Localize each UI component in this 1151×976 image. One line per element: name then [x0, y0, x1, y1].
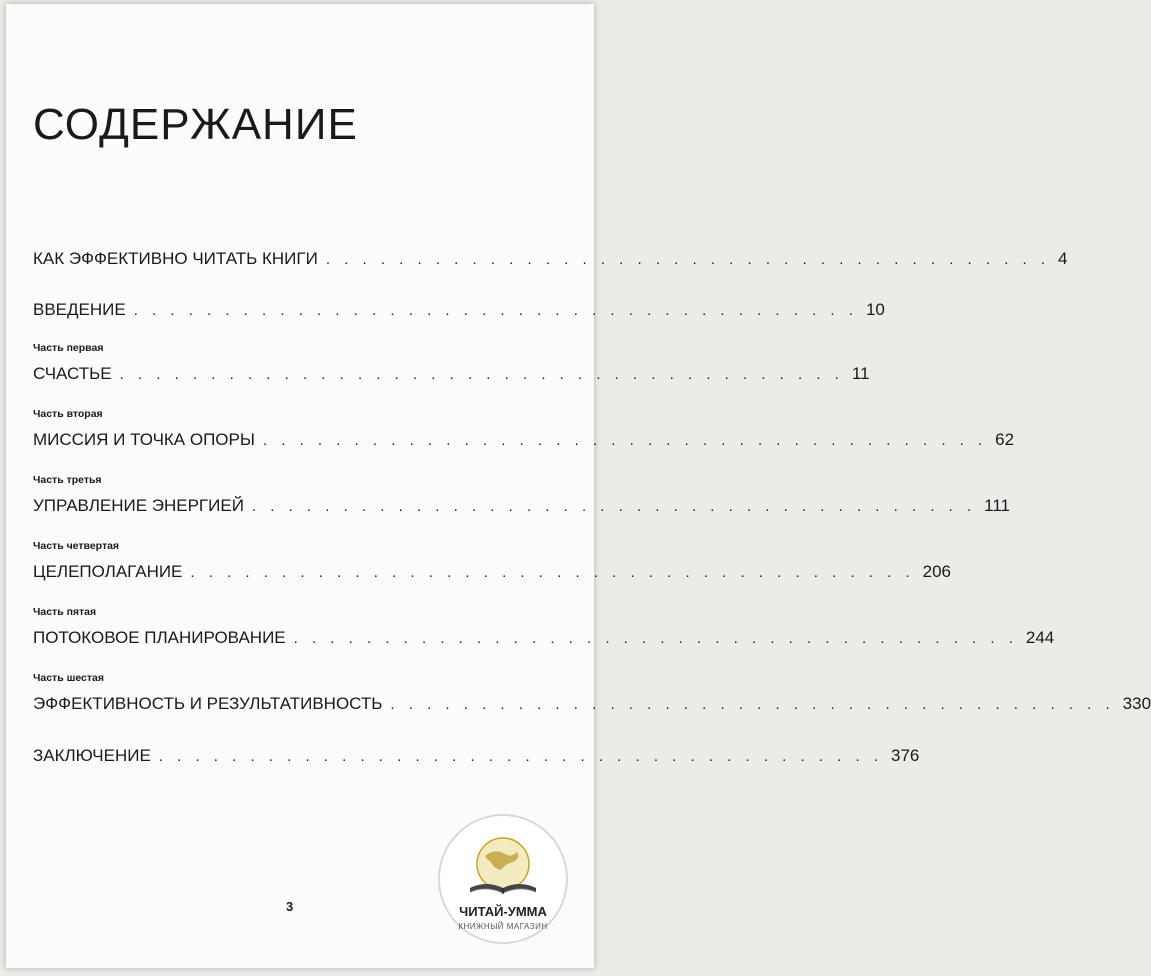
toc-row[interactable]	[33, 496, 1010, 516]
shop-stamp	[438, 814, 568, 944]
toc-page-number: 330	[1122, 694, 1151, 713]
leader-dots: . . . . . . . . . . . . . . . . . . . . . . . . . . . . . . . . . . . . . . . .	[293, 630, 1018, 647]
leader-dots: . . . . . . . . . . . . . . . . . . . . . . . . . . . . . . . . . . . . . . . .	[251, 498, 977, 515]
toc-row[interactable]	[33, 694, 1151, 714]
toc-title: СЧАСТЬЕ	[33, 364, 112, 383]
toc-row[interactable]	[33, 746, 920, 766]
leader-dots: . . . . . . . . . . . . . . . . . . . . . . . . . . . . . . . . . . . . . . . .	[390, 696, 1115, 713]
toc-page-number: 206	[922, 562, 952, 581]
leader-dots: . . . . . . . . . . . . . . . . . . . . . . . . . . . . . . . . . . . . . . . .	[119, 366, 844, 383]
part-label: Часть третья	[33, 474, 102, 486]
leader-dots: . . . . . . . . . . . . . . . . . . . . . . . . . . . . . . . . . . . . . . . .	[158, 748, 884, 765]
part-label: Часть пятая	[33, 606, 97, 618]
toc-title: МИССИЯ И ТОЧКА ОПОРЫ	[33, 430, 255, 449]
book-page	[6, 4, 1151, 968]
toc-page-number: 376	[891, 746, 920, 765]
toc-row[interactable]	[33, 249, 1068, 269]
toc-title: ЗАКЛЮЧЕНИЕ	[33, 746, 151, 765]
toc-title: ЭФФЕКТИВНОСТЬ И РЕЗУЛЬТАТИВНОСТЬ	[33, 694, 383, 713]
toc-title: ПОТОКОВОЕ ПЛАНИРОВАНИЕ	[33, 628, 286, 647]
toc-row[interactable]	[33, 300, 885, 320]
toc-page-number: 4	[1058, 249, 1068, 268]
toc-page-number: 10	[865, 300, 885, 319]
leader-dots: . . . . . . . . . . . . . . . . . . . . . . . . . . . . . . . . . . . . . . . .	[325, 251, 1051, 268]
toc-row[interactable]	[33, 364, 870, 384]
leader-dots: . . . . . . . . . . . . . . . . . . . . . . . . . . . . . . . . . . . . . . . .	[262, 432, 988, 449]
toc-row[interactable]	[33, 430, 1015, 450]
shop-subtitle: КНИЖНЫЙ МАГАЗИН	[458, 922, 548, 931]
toc-row[interactable]	[33, 562, 952, 582]
toc-page-number: 244	[1025, 628, 1055, 647]
toc-title: ВВЕДЕНИЕ	[33, 300, 126, 319]
toc-title: ЦЕЛЕПОЛАГАНИЕ	[33, 562, 183, 581]
part-label: Часть первая	[33, 342, 104, 354]
leader-dots: . . . . . . . . . . . . . . . . . . . . . . . . . . . . . . . . . . . . . . . .	[133, 302, 858, 319]
part-label: Часть вторая	[33, 408, 103, 420]
part-label: Часть шестая	[33, 672, 104, 684]
page-number: 3	[286, 899, 294, 914]
toc-page-number: 111	[984, 496, 1010, 515]
toc-page-number: 11	[851, 364, 870, 383]
toc-title: УПРАВЛЕНИЕ ЭНЕРГИЕЙ	[33, 496, 244, 515]
page-title: СОДЕРЖАНИЕ	[33, 100, 358, 149]
toc-row[interactable]	[33, 628, 1055, 648]
leader-dots: . . . . . . . . . . . . . . . . . . . . . . . . . . . . . . . . . . . . . . . .	[190, 564, 915, 581]
toc-page-number: 62	[995, 430, 1015, 449]
shop-name: ЧИТАЙ-УММА	[459, 904, 547, 919]
toc-title: КАК ЭФФЕКТИВНО ЧИТАТЬ КНИГИ	[33, 249, 318, 268]
part-label: Часть четвертая	[33, 540, 120, 552]
